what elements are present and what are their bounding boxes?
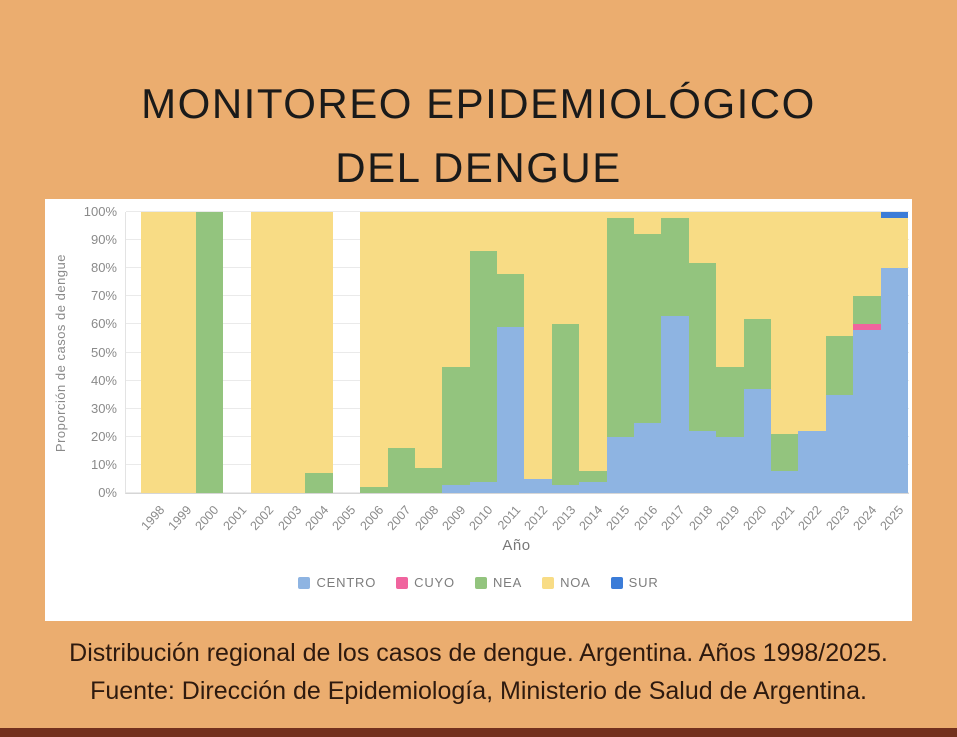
legend-swatch-sur — [611, 577, 623, 589]
bar-segment-noa-2006 — [360, 212, 387, 487]
legend-swatch-cuyo — [396, 577, 408, 589]
x-tick-label-2000: 2000 — [192, 503, 222, 534]
chart-card — [45, 199, 912, 621]
x-tick-label-2008: 2008 — [412, 503, 442, 534]
legend-label-sur: SUR — [628, 575, 659, 590]
bar-2013 — [552, 212, 579, 493]
y-tick-label-60: 60% — [90, 316, 117, 332]
bar-segment-centro-2011 — [497, 327, 524, 493]
x-tick-label-2017: 2017 — [658, 503, 688, 534]
bar-segment-noa-1998 — [141, 212, 168, 493]
legend-swatch-centro — [298, 577, 310, 589]
bar-2003 — [278, 212, 305, 493]
bar-segment-noa-2010 — [470, 212, 497, 251]
x-tick-label-2004: 2004 — [302, 503, 332, 534]
bar-segment-noa-2011 — [497, 212, 524, 274]
x-tick-label-2023: 2023 — [822, 503, 852, 534]
y-tick-label-30: 30% — [90, 400, 117, 416]
y-tick-label-0: 0% — [98, 485, 117, 500]
legend-label-cuyo: CUYO — [414, 575, 455, 590]
bar-segment-nea-2011 — [497, 274, 524, 327]
y-tick-label-70: 70% — [90, 288, 117, 304]
bar-segment-noa-2004 — [305, 212, 332, 473]
bar-2025 — [881, 212, 908, 493]
legend-item-sur — [611, 575, 659, 590]
bar-segment-noa-2021 — [771, 212, 798, 434]
bar-2000 — [196, 212, 223, 493]
bar-2004 — [305, 212, 332, 493]
bar-2021 — [771, 212, 798, 493]
y-tick-label-100: 100% — [83, 204, 117, 219]
bar-segment-nea-2007 — [388, 448, 415, 493]
bar-2001 — [223, 212, 250, 493]
legend-item-cuyo — [396, 575, 455, 590]
bar-segment-noa-2025 — [881, 218, 908, 269]
bar-segment-centro-2016 — [634, 423, 661, 493]
y-tick-label-50: 50% — [90, 344, 117, 360]
bar-segment-nea-2017 — [661, 218, 688, 316]
x-tick-label-2002: 2002 — [247, 503, 277, 534]
bar-segment-noa-2002 — [251, 212, 278, 493]
bar-2002 — [251, 212, 278, 493]
x-tick-label-2012: 2012 — [521, 503, 551, 534]
x-tick-label-2007: 2007 — [384, 503, 414, 534]
bar-segment-centro-2022 — [798, 431, 825, 493]
bar-segment-noa-2022 — [798, 212, 825, 431]
bar-segment-nea-2018 — [689, 263, 716, 432]
x-tick-label-2005: 2005 — [329, 503, 359, 534]
caption — [0, 634, 957, 710]
caption-line1: Distribución regional de los casos de dengue. Argentina. Años 1998/2025. — [69, 639, 888, 667]
page-title-line1: MONITOREO EPIDEMIOLÓGICO — [141, 80, 816, 127]
bar-segment-nea-2014 — [579, 471, 606, 482]
bar-1999 — [168, 212, 195, 493]
bar-segment-centro-2019 — [716, 437, 743, 493]
x-tick-label-2016: 2016 — [631, 503, 661, 534]
x-tick-label-2001: 2001 — [220, 503, 250, 534]
x-tick-label-1999: 1999 — [165, 503, 195, 534]
bar-segment-noa-2008 — [415, 212, 442, 468]
y-tick-label-90: 90% — [90, 232, 117, 248]
x-tick-label-2022: 2022 — [795, 503, 825, 534]
bar-segment-noa-1999 — [168, 212, 195, 493]
bar-2005 — [333, 212, 360, 493]
bar-2020 — [744, 212, 771, 493]
bar-2019 — [716, 212, 743, 493]
bar-segment-noa-2003 — [278, 212, 305, 493]
x-tick-label-2015: 2015 — [603, 503, 633, 534]
bar-segment-nea-2016 — [634, 234, 661, 422]
bar-2018 — [689, 212, 716, 493]
bar-segment-noa-2019 — [716, 212, 743, 367]
bar-segment-noa-2014 — [579, 212, 606, 471]
x-tick-label-2013: 2013 — [548, 503, 578, 534]
bar-segment-nea-2023 — [826, 336, 853, 395]
legend-item-centro — [298, 575, 376, 590]
bar-segment-centro-2021 — [771, 471, 798, 493]
caption-line2: Fuente: Dirección de Epidemiología, Ministerio de Salud de Argentina. — [90, 677, 867, 705]
bar-segment-nea-2004 — [305, 473, 332, 493]
bar-segment-nea-2019 — [716, 367, 743, 437]
x-tick-label-2019: 2019 — [713, 503, 743, 534]
page-title — [0, 72, 957, 200]
bar-2012 — [524, 212, 551, 493]
x-tick-label-2025: 2025 — [877, 503, 907, 534]
bar-2006 — [360, 212, 387, 493]
bar-segment-centro-2015 — [607, 437, 634, 493]
bar-segment-centro-2025 — [881, 268, 908, 493]
bar-segment-nea-2008 — [415, 468, 442, 493]
bar-2010 — [470, 212, 497, 493]
plot-area — [125, 212, 909, 494]
bar-segment-centro-2024 — [853, 330, 880, 493]
legend-label-noa: NOA — [560, 575, 591, 590]
bar-1998 — [141, 212, 168, 493]
bar-segment-noa-2020 — [744, 212, 771, 319]
x-tick-label-1998: 1998 — [138, 503, 168, 534]
legend-label-nea: NEA — [492, 575, 523, 590]
x-axis-title: Año — [502, 537, 531, 554]
bar-2023 — [826, 212, 853, 493]
bar-segment-noa-2009 — [442, 212, 469, 367]
bar-segment-noa-2013 — [552, 212, 579, 324]
x-tick-label-2006: 2006 — [357, 503, 387, 534]
legend-label-centro: CENTRO — [316, 575, 377, 590]
bar-segment-nea-2024 — [853, 296, 880, 324]
y-tick-label-10: 10% — [90, 456, 117, 472]
bar-segment-nea-2013 — [552, 324, 579, 484]
bar-2024 — [853, 212, 880, 493]
bar-2008 — [415, 212, 442, 493]
x-tick-label-2021: 2021 — [768, 503, 798, 534]
bar-segment-nea-2000 — [196, 212, 223, 493]
bar-segment-noa-2012 — [524, 212, 551, 479]
bar-2016 — [634, 212, 661, 493]
bar-2007 — [388, 212, 415, 493]
bars-container — [141, 212, 908, 493]
y-tick-label-40: 40% — [90, 372, 117, 388]
bar-segment-noa-2016 — [634, 212, 661, 234]
x-tick-label-2009: 2009 — [439, 503, 469, 534]
bar-2022 — [798, 212, 825, 493]
bar-segment-centro-2020 — [744, 389, 771, 493]
bar-segment-centro-2018 — [689, 431, 716, 493]
bar-2014 — [579, 212, 606, 493]
bar-segment-noa-2023 — [826, 212, 853, 336]
bar-2009 — [442, 212, 469, 493]
x-tick-label-2018: 2018 — [685, 503, 715, 534]
bar-segment-centro-2009 — [442, 485, 469, 493]
bar-2011 — [497, 212, 524, 493]
bar-segment-nea-2020 — [744, 319, 771, 389]
x-tick-label-2011: 2011 — [494, 503, 524, 533]
x-tick-label-2003: 2003 — [275, 503, 305, 534]
bar-segment-nea-2010 — [470, 251, 497, 481]
x-tick-label-2024: 2024 — [850, 503, 880, 534]
bar-segment-noa-2018 — [689, 212, 716, 263]
legend-swatch-noa — [542, 577, 554, 589]
bar-2017 — [661, 212, 688, 493]
bar-segment-centro-2013 — [552, 485, 579, 493]
bar-segment-nea-2009 — [442, 367, 469, 485]
legend-swatch-nea — [475, 577, 487, 589]
legend-item-noa — [542, 575, 591, 590]
bar-segment-centro-2014 — [579, 482, 606, 493]
bar-2015 — [607, 212, 634, 493]
bar-segment-centro-2012 — [524, 479, 551, 493]
bar-segment-nea-2015 — [607, 218, 634, 437]
y-axis-label: Proporción de casos de dengue — [52, 253, 68, 453]
bar-segment-nea-2006 — [360, 487, 387, 493]
chart-legend — [45, 575, 912, 590]
x-tick-label-2014: 2014 — [576, 503, 606, 534]
bar-segment-centro-2010 — [470, 482, 497, 493]
bar-segment-centro-2017 — [661, 316, 688, 493]
y-tick-label-80: 80% — [90, 260, 117, 276]
y-tick-label-20: 20% — [90, 428, 117, 444]
bottom-accent-strip — [0, 728, 957, 737]
legend-item-nea — [475, 575, 522, 590]
x-tick-label-2020: 2020 — [740, 503, 770, 534]
bar-segment-centro-2023 — [826, 395, 853, 493]
page-title-line2: DEL DENGUE — [335, 144, 622, 191]
bar-segment-noa-2024 — [853, 212, 880, 296]
bar-segment-noa-2007 — [388, 212, 415, 448]
x-tick-label-2010: 2010 — [466, 503, 496, 534]
bar-segment-nea-2021 — [771, 434, 798, 471]
